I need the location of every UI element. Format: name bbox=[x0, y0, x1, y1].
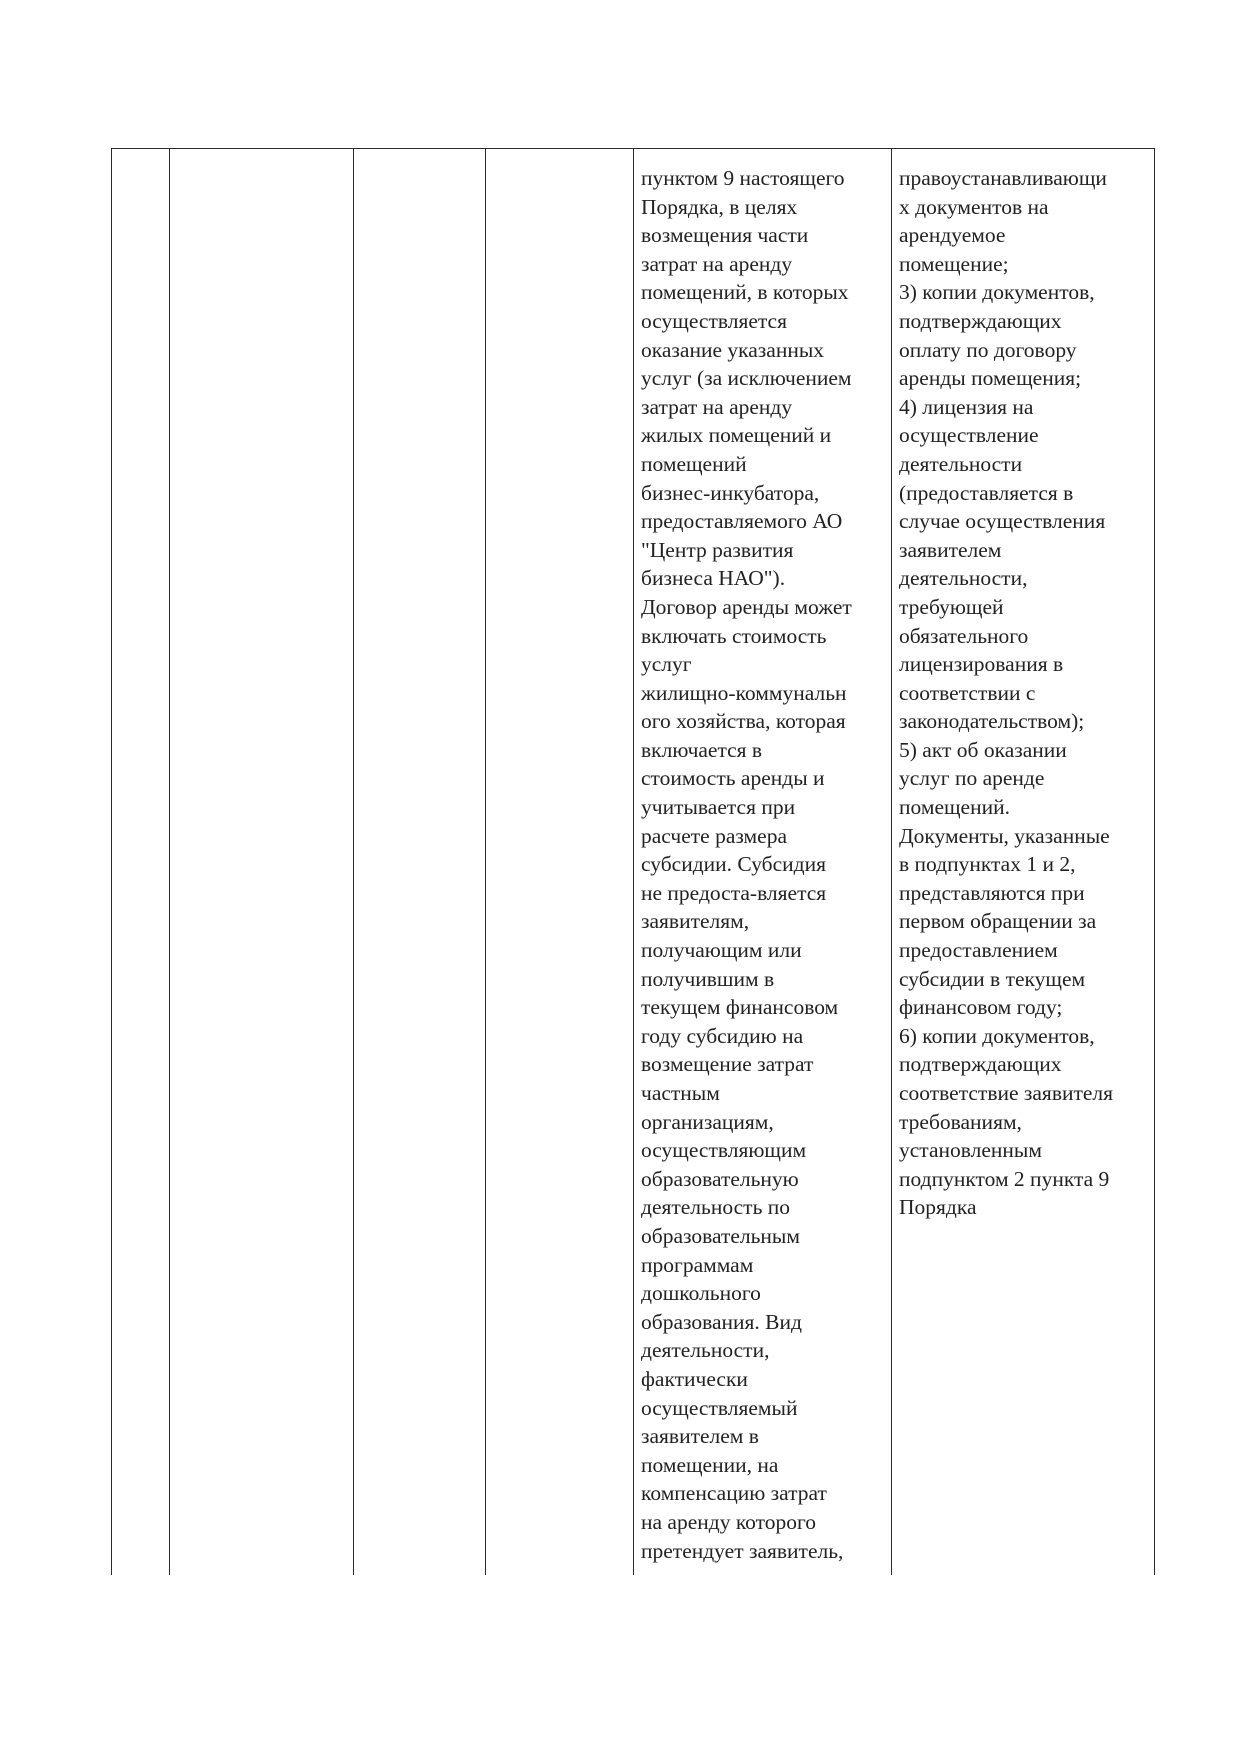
table-cell-3 bbox=[354, 149, 486, 1576]
table-row bbox=[112, 149, 1155, 1576]
table-cell-4 bbox=[486, 149, 634, 1576]
document-table bbox=[111, 148, 1155, 1575]
table-cell-2 bbox=[170, 149, 354, 1576]
table-cell-documents bbox=[892, 149, 1155, 1576]
documents-text: правоустанавливающи х документов на арендуемое помещение; 3) копии документов, подтверждающих оплату по договору аренды помещения; 4) лицензия на осуществление деятельности (предоставляется в случае осуществления заявителем деятельности, требующей обязательного лицензирования в соответствии с законодательством); 5) акт об оказании услуг по аренде помещений. Документы, указанные в подпунктах 1 и 2, представляются при первом обращении за предоставлением субсидии в текущем финансовом году; 6) копии документов, подтверждающих соответствие заявителя требованиям, установленным подпунктом 2 пункта 9 Порядка bbox=[899, 166, 1114, 1220]
table-cell-conditions bbox=[634, 149, 892, 1576]
conditions-text: пунктом 9 настоящего Порядка, в целях возмещения части затрат на аренду помещений, в которых осуществляется оказание указанных услуг (за исключением затрат на аренду жилых помещений и помещений бизнес-инкубатора, предоставляемого АО "Центр развития бизнеса НАО"). Договор аренды может включать стоимость услуг жилищно-коммунальн ого хозяйства, которая включается в стоимость аренды и учитывается при расчете размера субсидии. Субсидия не предоста-вляется заявителям, получающим или получившим в текущем финансовом году субсидию на возмещение затрат частным организациям, осуществляющим образовательную деятельность по образовательным программам дошкольного образования. Вид деятельности, фактически осуществляемый заявителем в помещении, на компенсацию затрат на аренду которого претендует заявитель, bbox=[641, 166, 852, 1563]
table-cell-1 bbox=[112, 149, 170, 1576]
